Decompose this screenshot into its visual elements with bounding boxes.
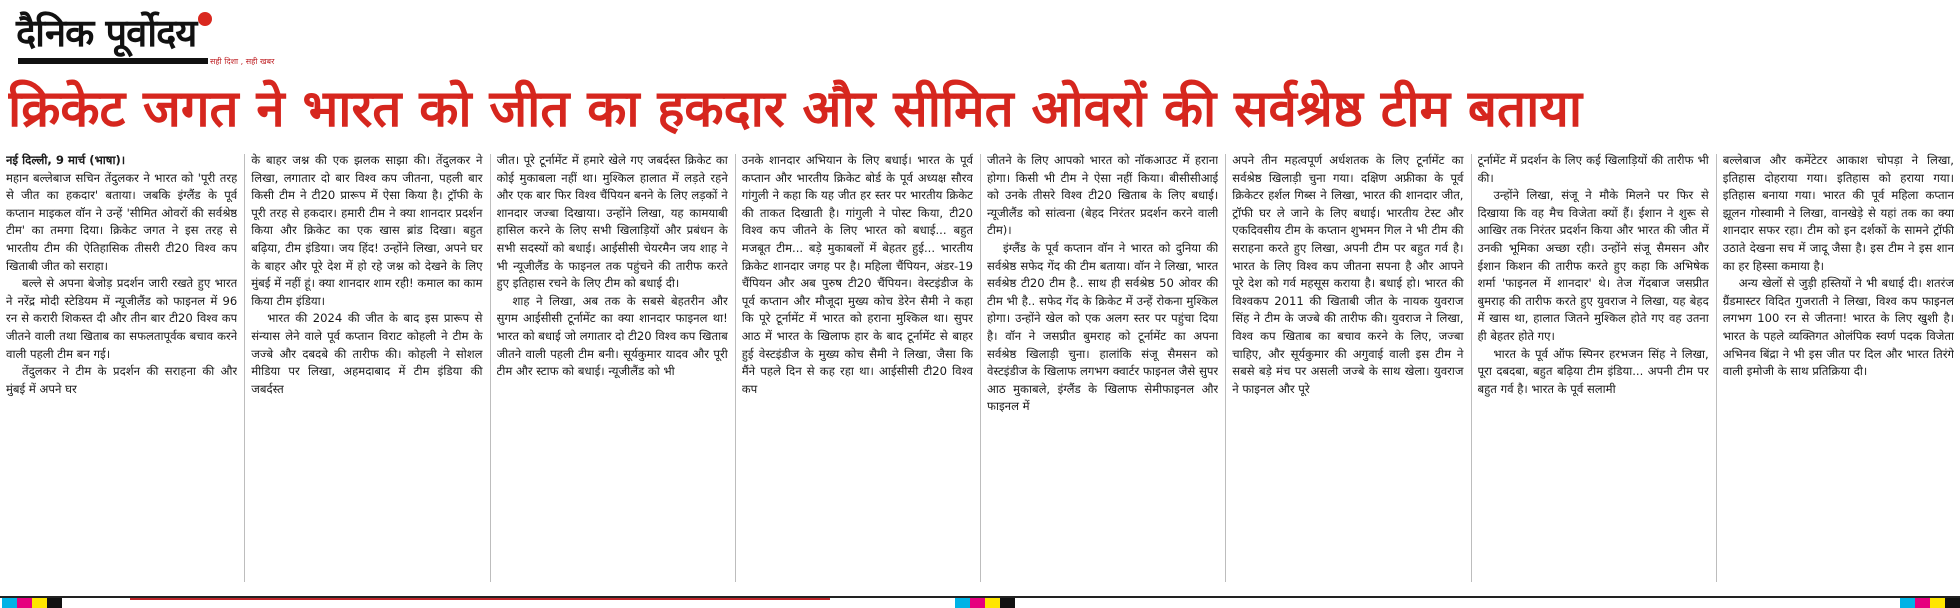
color-registration-mark (2, 598, 62, 608)
article-paragraph (987, 240, 1218, 416)
paragraph-text: तेंदुलकर ने टीम के प्रदर्शन की सराहना की और मुंबई में अपने घर (6, 364, 238, 396)
article-column (251, 152, 482, 582)
column-divider (735, 154, 736, 582)
column-divider (490, 154, 491, 582)
paragraph-text: उनके शानदार अभियान के लिए बधाई। भारत के पूर्व कप्तान और भारतीय क्रिकेट बोर्ड के पूर्व अध्यक्ष सौरव गांगुली ने कहा कि यह जीत हर स्तर पर भारतीय क्रिकेट की ताकत दिखाती है। गांगुली ने पोस्ट किया, टी20 विश्व कप जीतने के लिए भारत को बधाई... बहुत मजबूत टीम... बड़े मुकाबलों में बेहतर हुई... भारतीय क्रिकेट शानदार जगह पर है। महिला चैंपियन, अंडर-19 चैंपियन और अब पुरुष टी20 चैंपियन। वेस्टइंडीज के पूर्व कप्तान और मौजूदा मुख्य कोच डेरेन सैमी ने कहा कि पूरे टूर्नामेंट में भारत को हराना मुश्किल था। सुपर आठ में भारत के खिलाफ हार के बाद टूर्नामेंट से बाहर हुई वेस्टइंडीज के मुख्य कोच सैमी ने लिखा, जैसा कि मैंने पहले दिन से कह रहा था। आईसीसी टी20 विश्व कप (741, 153, 973, 396)
column-divider (980, 154, 981, 582)
article-column (1478, 152, 1709, 582)
article-paragraph (1232, 152, 1463, 398)
article-paragraph (497, 293, 728, 381)
article-column (987, 152, 1218, 582)
color-registration-mark (1900, 598, 1960, 608)
logo-underline (18, 58, 208, 64)
masthead (8, 6, 298, 76)
column-divider (1716, 154, 1717, 582)
paragraph-text: टूर्नामेंट में प्रदर्शन के लिए कई खिलाड़ियों की तारीफ भी की। (1477, 153, 1709, 185)
article-paragraph (251, 152, 482, 310)
paragraph-text: अन्य खेलों से जुड़ी हस्तियों ने भी बधाई दी। शतरंज ग्रैंडमास्टर विदित गुजराती ने लिखा, विश्व कप फाइनल लगभग 100 रन से जीतना! भारत के लिए खुशी है। भारत के पहले व्यक्तिगत ओलंपिक स्वर्ण पदक विजेता अभिनव बिंद्रा ने भी इस जीत पर दिल और भारत तिरंगे वाली इमोजी के साथ प्रतिक्रिया दी। (1722, 276, 1954, 379)
paragraph-text: जीतने के लिए आपको भारत को नॉकआउट में हराना होगा। किसी भी टीम ने ऐसा नहीं किया। बीसीसीआई को उनके तीसरे विश्व टी20 खिताब के लिए बधाई। न्यूजीलैंड को सांत्वना (बेहद निरंतर प्रदर्शन करने वाली टीम)। (987, 153, 1219, 238)
article-column (1232, 152, 1463, 582)
article-paragraph (1723, 152, 1954, 275)
article-paragraph (1723, 275, 1954, 381)
newspaper-logo (16, 6, 212, 58)
paragraph-text: बल्लेबाज और कमेंटेटर आकाश चोपड़ा ने लिखा, इतिहास दोहराया गया। इतिहास को हराया गया। इतिहास बनाया गया। भारत की पूर्व महिला कप्तान झूलन गोस्वामी ने लिखा, वानखेड़े से यहां तक का क्या शानदार सफर रहा। टीम को इन दर्शकों के सामने ट्रॉफी उठाते देखना सच में जादू जैसा है। इस टीम ने इस शान का हर हिस्सा कमाया है। (1722, 153, 1954, 273)
paragraph-text: जीत। पूरे टूर्नामेंट में हमारे खेले गए जबर्दस्त क्रिकेट का कोई मुकाबला नहीं था। मुश्किल हालात में लड़ते रहने और एक बार फिर विश्व चैंपियन बनने के लिए लड़कों ने शानदार जज्बा दिखाया। उन्होंने लिखा, यह कामयाबी हासिल करने के लिए सभी खिलाड़ियों और प्रबंधन के सभी सदस्यों को बधाई। आईसीसी चेयरमैन जय शाह ने भी न्यूजीलैंड के फाइनल तक पहुंचने की तारीफ करते हुए इतिहास रचने के लिए टीम को बधाई दी। (496, 153, 728, 291)
article-column (497, 152, 728, 582)
paragraph-text: महान बल्लेबाज सचिन तेंदुलकर ने भारत को 'पूरी तरह से जीत का हकदार' बताया। जबकि इंग्लैंड के पूर्व कप्तान माइकल वॉन ने उन्हें 'सीमित ओवरों की सर्वश्रेष्ठ टीम' का तमगा दिया। क्रिकेट जगत ने इस तरह से भारतीय टीम की ऐतिहासिक तीसरी टी20 विश्व कप खिताबी जीत को सराहा। (6, 170, 238, 273)
article-paragraph (1478, 346, 1709, 399)
newspaper-name: दैनिक पूर्वोदय (16, 10, 197, 55)
paragraph-text: भारत के पूर्व ऑफ स्पिनर हरभजन सिंह ने लिखा, पूरा दबदबा, बहुत बढ़िया टीम इंडिया... अपनी टीम पर बहुत गर्व है। भारत के पूर्व सलामी (1477, 346, 1709, 396)
dateline: नई दिल्ली, 9 मार्च (भाषा)। (6, 153, 126, 167)
article-column (1723, 152, 1954, 582)
column-divider (244, 154, 245, 582)
paragraph-text: अपने तीन महत्वपूर्ण अर्धशतक के लिए टूर्नामेंट का सर्वश्रेष्ठ खिलाड़ी चुना गया। दक्षिण अफ्रीका के पूर्व क्रिकेटर हर्शल गिब्स ने लिखा, भारत की शानदार जीत, ट्रॉफी घर ले जाने के लिए बधाई। भारतीय टेस्ट और एकदिवसीय टीम के कप्तान शुभमन गिल ने भी टीम की सराहना करते हुए लिखा, अपनी टीम पर बहुत गर्व है। भारत के लिए विश्व कप जीतना सपना है और आपने पूरे देश को गर्व महसूस कराया है। बधाई हो। भारत की विश्वकप 2011 की खिताबी जीत के नायक युवराज सिंह ने टीम के जज्बे की तारीफ की। युवराज ने लिखा, विश्व कप खिताब का बचाव करने के लिए, जज्बा चाहिए, और सूर्यकुमार की अगुवाई वाली इस टीम ने सबसे बड़े मंच पर असली जज्बे के साथ खेला। युवराज ने फाइनल और पूरे (1232, 153, 1464, 396)
paragraph-text: भारत की 2024 की जीत के बाद इस प्रारूप से संन्यास लेने वाले पूर्व कप्तान विराट कोहली ने टीम के जज्बे और दबदबे की तारीफ की। कोहली ने सोशल मीडिया पर लिखा, अहमदाबाद में टीम इंडिया की जबर्दस्त (251, 311, 483, 396)
article-paragraph (987, 152, 1218, 240)
color-registration-mark (955, 598, 1015, 608)
newspaper-tagline: सही दिशा , सही खबर (210, 57, 275, 66)
article-paragraph (6, 152, 237, 275)
article-paragraph (6, 275, 237, 363)
paragraph-text: बल्ले से अपना बेजोड़ प्रदर्शन जारी रखते हुए भारत ने नरेंद्र मोदी स्टेडियम में न्यूजीलैंड को फाइनल में 96 रन से करारी शिकस्त दी और तीन बार टी20 विश्व कप जीतने वाली तथा खिताब का सफलतापूर्वक बचाव करने वाली पहली टीम बन गई। (6, 276, 238, 361)
column-divider (1225, 154, 1226, 582)
article-paragraph (497, 152, 728, 293)
article-paragraph (742, 152, 973, 398)
article-paragraph (1478, 187, 1709, 345)
article-headline: क्रिकेट जगत ने भारत को जीत का हकदार और सीमित ओवरों की सर्वश्रेष्ठ टीम बताया (8, 79, 1583, 139)
footer-accent-rule (130, 598, 830, 600)
article-paragraph (6, 363, 237, 398)
column-divider (1471, 154, 1472, 582)
article-paragraph (1478, 152, 1709, 187)
paragraph-text: इंग्लैंड के पूर्व कप्तान वॉन ने भारत को दुनिया की सर्वश्रेष्ठ सफेद गेंद की टीम बताया। वॉन ने लिखा, भारत सर्वश्रेष्ठ टी20 टीम है.. साथ ही सर्वश्रेष्ठ 50 ओवर की टीम भी है.. सफेद गेंद के क्रिकेट में उन्हें रोकना मुश्किल होगा। उन्होंने खेल को एक अलग स्तर पर पहुंचा दिया है। वॉन ने जसप्रीत बुमराह को टूर्नामेंट का अपना सर्वश्रेष्ठ खिलाड़ी चुना। हालांकि संजू सैमसन को वेस्टइंडीज के खिलाफ लगभग क्वार्टर फाइनल जैसे सुपर आठ मुकाबले, इंग्लैंड के खिलाफ सेमीफाइनल और फाइनल में (987, 240, 1219, 414)
article-paragraph (251, 310, 482, 398)
paragraph-text: शाह ने लिखा, अब तक के सबसे बेहतरीन और सुगम आईसीसी टूर्नामेंट का क्या शानदार फाइनल था! भारत को बधाई जो लगातार दो टी20 विश्व कप खिताब जीतने वाली पहली टीम बनी। सूर्यकुमार यादव और पूरी टीम और स्टाफ को बधाई। न्यूजीलैंड को भी (496, 293, 728, 379)
article-body (6, 152, 1954, 594)
paragraph-text: के बाहर जश्न की एक झलक साझा की। तेंदुलकर ने लिखा, लगातार दो बार विश्व कप जीतना, पहली बार किसी टीम ने टी20 प्रारूप में ऐसा किया है। ट्रॉफी के पूरी तरह से हकदार। हमारी टीम ने क्या शानदार प्रदर्शन किया और क्रिकेट का एक खास ब्रांड दिखा। बहुत बढ़िया, टीम इंडिया। जय हिंद! उन्होंने लिखा, अपने घर के बाहर और पूरे देश में हो रहे जश्न को देखने के लिए मुंबई में नहीं हूं। क्या शानदार शाम रही! कमाल का काम किया टीम इंडिया। (251, 153, 483, 308)
logo-dot-icon (198, 12, 212, 26)
article-column (742, 152, 973, 582)
paragraph-text: उन्होंने लिखा, संजू ने मौके मिलने पर फिर से दिखाया कि वह मैच विजेता क्यों हैं। ईशान ने शुरू से आखिर तक निरंतर प्रदर्शन किया और भारत की जीत में उनकी भूमिका अच्छा रही। उन्होंने संजू सैमसन और ईशान किशन की तारीफ करते हुए कहा कि अभिषेक शर्मा 'फाइनल में शानदार' थे। तेज गेंदबाज जसप्रीत बुमराह की तारीफ करते हुए युवराज ने लिखा, यह बेहद में खास था, हालात जितने मुश्किल होते गए वह उतना ही बेहतर होते गए। (1477, 188, 1709, 343)
article-column (6, 152, 237, 582)
